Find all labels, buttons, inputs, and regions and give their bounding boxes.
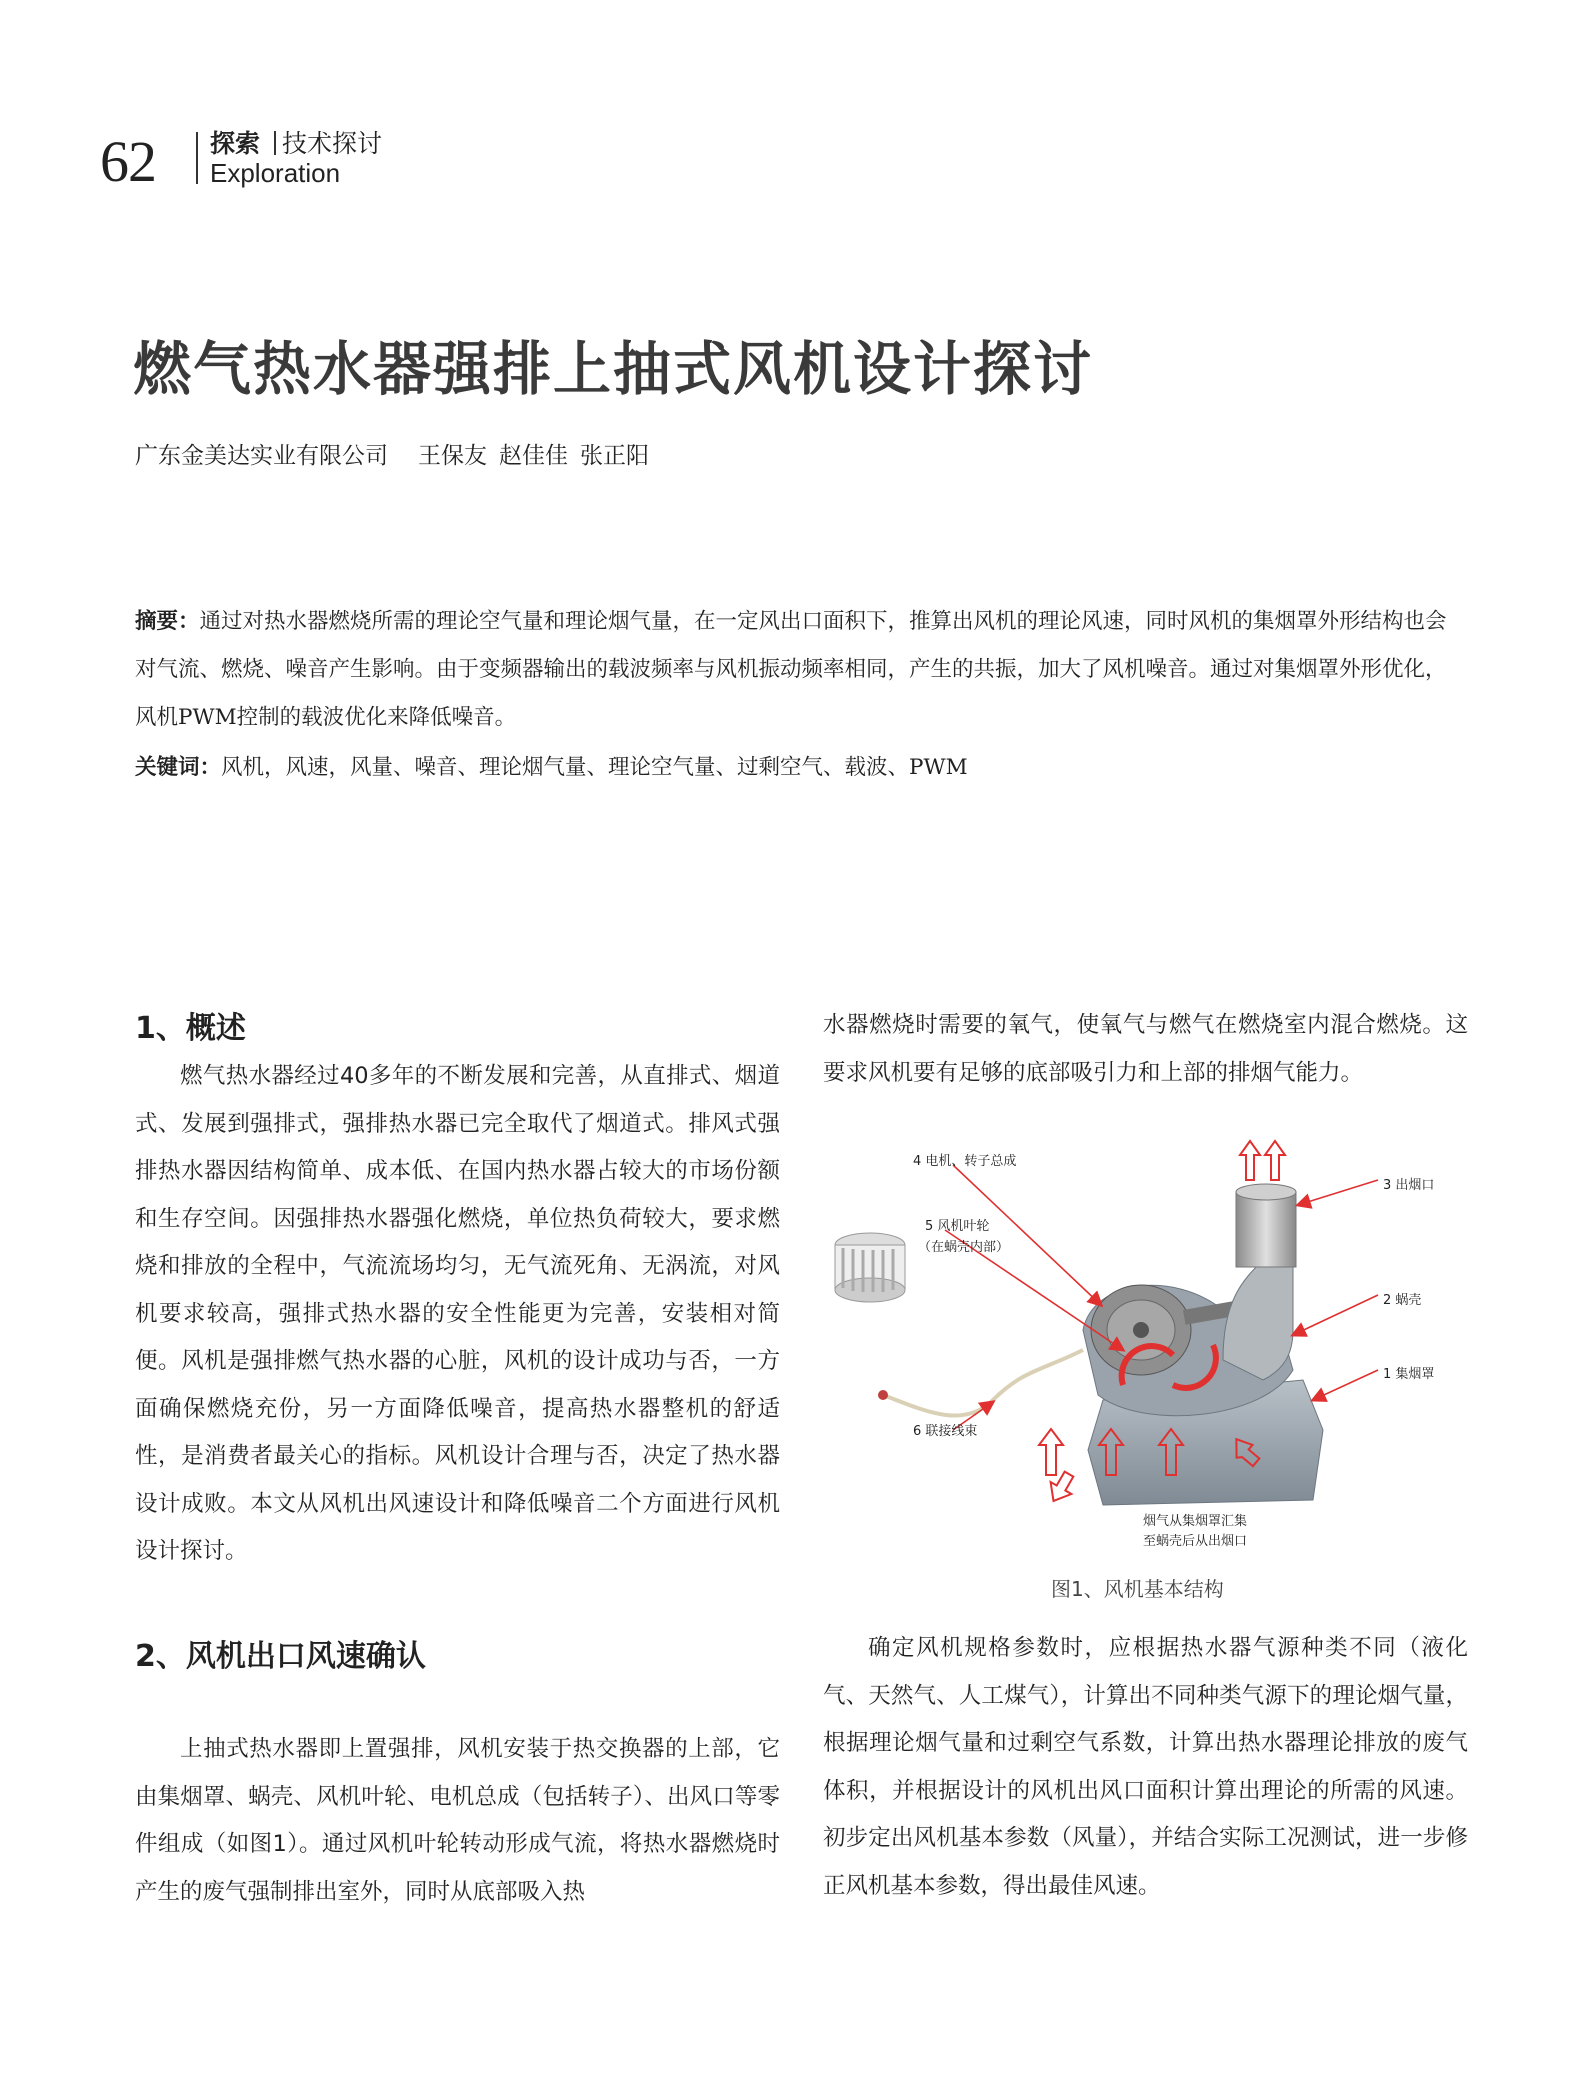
figure-flow-note: 烟气从集烟罩汇集 — [1143, 1514, 1248, 1529]
paragraph: 水器燃烧时需要的氧气，使氧气与燃气在燃烧室内混合燃烧。这要求风机要有足够的底部吸引力和上部的排烟气能力。 — [823, 1012, 1468, 1086]
keywords — [135, 744, 968, 792]
header-divider — [196, 132, 198, 184]
keywords-text: 风机，风速，风量、噪音、理论烟气量、理论空气量、过剩空气、载波、PWM — [221, 755, 968, 780]
header-section-zh — [210, 124, 382, 160]
impeller-icon — [835, 1233, 905, 1302]
abstract-text: 通过对热水器燃烧所需的理论空气量和理论烟气量，在一定风出口面积下，推算出风机的理论风速，同时风机的集烟罩外形结构也会对气流、燃烧、噪音产生影响。由于变频器输出的载波频率与风机振动频率相同，产生的共振，加大了风机噪音。通过对集烟罩外形优化，风机PWM控制的载波优化来降低噪音。 — [135, 609, 1447, 730]
header-section-en: Exploration — [210, 158, 341, 188]
figure-label-harness: 6 联接线束 — [913, 1424, 978, 1439]
keywords-label: 关键词： — [135, 755, 222, 780]
author-company: 广东金美达实业有限公司 — [135, 443, 388, 469]
section-body — [135, 1726, 780, 1916]
figure-flow-note: 至蜗壳后从出烟口 — [1143, 1534, 1248, 1549]
header-separator — [274, 131, 276, 155]
outlet-pipe — [1223, 1184, 1296, 1380]
paragraph: 上抽式热水器即上置强排，风机安装于热交换器的上部，它由集烟罩、蜗壳、风机叶轮、电机总成（包括转子）、出风口等零件组成（如图1）。通过风机叶轮转动形成气流，将热水器燃烧时产生的废气强制排出室外，同时从底部吸入热 — [135, 1736, 780, 1905]
header-section-label: 探索 — [210, 129, 261, 158]
harness-wire — [883, 1350, 1083, 1416]
section-body — [135, 1053, 780, 1576]
figure-fan-structure — [823, 1130, 1483, 1550]
author-line — [135, 437, 671, 470]
author-name: 赵佳佳 — [499, 443, 568, 469]
figure-label-hood: 1 集烟罩 — [1383, 1367, 1435, 1382]
figure-caption: 图1、风机基本结构 — [1051, 1577, 1224, 1601]
paragraph: 燃气热水器经过40多年的不断发展和完善，从直排式、烟道式、发展到强排式，强排热水器已完全取代了烟道式。排风式强排热水器因结构简单、成本低、在国内热水器占较大的市场份额和生存空间。因强排热水器强化燃烧，单位热负荷较大，要求燃烧和排放的全程中，气流流场均匀，无气流死角、无涡流，对风机要求较高，强排式热水器的安全性能更为完善，安装相对简便。风机是强排燃气热水器的心脏，风机的设计成功与否，一方面确保燃烧充份，另一方面降低噪音，提高热水器整机的舒适性，是消费者最关心的指标。风机设计合理与否，决定了热水器设计成败。本文从风机出风速设计和降低噪音二个方面进行风机设计探讨。 — [135, 1063, 780, 1564]
abstract — [135, 598, 1465, 742]
author-name: 王保友 — [418, 443, 487, 469]
figure-label-outlet: 3 出烟口 — [1383, 1178, 1435, 1193]
author-name: 张正阳 — [580, 443, 649, 469]
fan-illustration — [823, 1130, 1483, 1550]
header-subsection-label: 技术探讨 — [282, 129, 383, 158]
figure-label-motor: 4 电机、转子总成 — [913, 1154, 1017, 1169]
paragraph: 确定风机规格参数时，应根据热水器气源种类不同（液化气、天然气、人工煤气），计算出不同种类气源下的理论烟气量，根据理论烟气量和过剩空气系数，计算出热水器理论排放的废气体积，并根据设计的风机出风口面积计算出理论的所需的风速。初步定出风机基本参数（风量），并结合实际工况测试，进一步修正风机基本参数，得出最佳风速。 — [823, 1635, 1468, 1899]
figure-label-impeller: 5 风机叶轮 — [925, 1219, 990, 1234]
figure-label-impeller-note: （在蜗壳内部） — [918, 1240, 1010, 1255]
abstract-label: 摘要： — [135, 609, 200, 634]
figure-label-volute: 2 蜗壳 — [1383, 1293, 1422, 1308]
page-number: 62 — [100, 129, 156, 194]
article-title: 燃气热水器强排上抽式风机设计探讨 — [133, 335, 1094, 403]
right-column-continuation — [823, 1002, 1468, 1097]
wire-connector-icon — [878, 1390, 888, 1400]
section-heading: 1、概述 — [135, 1011, 246, 1046]
section-heading: 2、风机出口风速确认 — [135, 1639, 426, 1674]
right-column-body — [823, 1625, 1468, 1910]
